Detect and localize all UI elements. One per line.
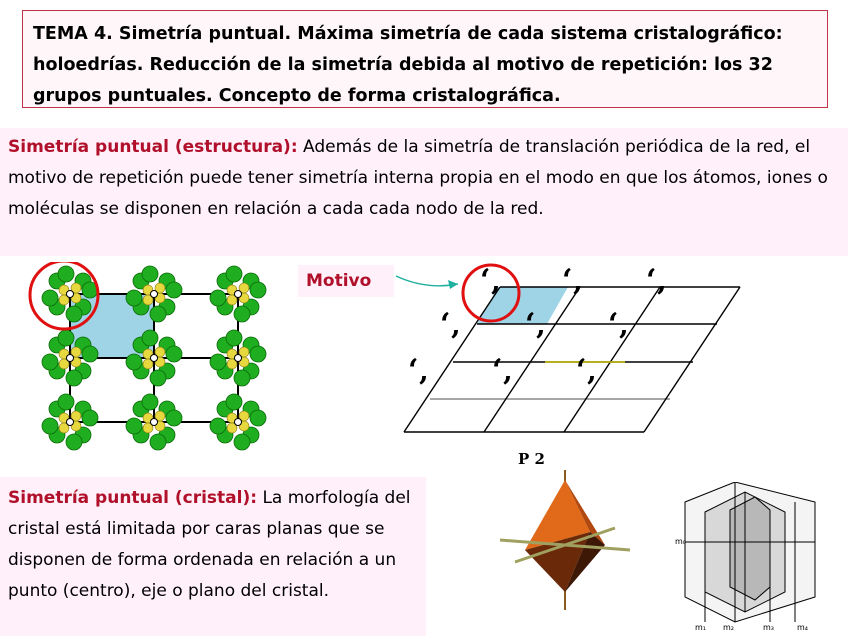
lattice-node	[67, 419, 74, 426]
motif-glyph-open: ‘	[525, 307, 536, 342]
chlorine-atom	[250, 346, 266, 362]
motif-glyph-open: ‘	[408, 353, 419, 388]
chlorine-atom	[66, 370, 82, 386]
motif-glyph-close: ’	[586, 371, 597, 406]
lattice-node	[235, 291, 242, 298]
motif-glyph-close: ’	[618, 325, 629, 360]
title-box	[22, 10, 828, 108]
chlorine-atom	[126, 290, 142, 306]
chlorine-atom	[234, 306, 250, 322]
estructura-text: Además de la simetría de translación periódica de la red, el motivo de repetición puede tener simetría interna propia en el modo en que los átomos, iones o moléculas se disponen en relación a cada cada nodo de la red.	[8, 137, 828, 219]
chlorine-atom	[150, 370, 166, 386]
lattice-figure	[380, 262, 820, 442]
atom-clusters	[42, 266, 266, 450]
chlorine-atom	[42, 418, 58, 434]
chlorine-atom	[42, 354, 58, 370]
chlorine-atom	[250, 282, 266, 298]
chlorine-atom	[166, 346, 182, 362]
lattice-node	[235, 355, 242, 362]
chlorine-atom	[226, 266, 242, 282]
lattice-node	[67, 291, 74, 298]
chlorine-atom	[142, 266, 158, 282]
arrow-head	[448, 280, 458, 289]
motif-glyph-open: ‘	[608, 307, 619, 342]
lattice-node	[151, 419, 158, 426]
chlorine-atom	[142, 394, 158, 410]
m0-label: m₀	[675, 537, 686, 546]
motif-glyph-close: ’	[535, 325, 546, 360]
chlorine-atom	[58, 330, 74, 346]
chlorine-atom	[42, 290, 58, 306]
chlorine-atom	[58, 394, 74, 410]
chlorine-atom	[82, 410, 98, 426]
motif-glyph-open: ‘	[492, 353, 503, 388]
estructura-label: Simetría puntual (estructura):	[8, 137, 298, 157]
motif-glyph-close: ’	[418, 371, 429, 406]
chlorine-atom	[210, 290, 226, 306]
chlorine-atom	[150, 434, 166, 450]
motivo-text: Motivo	[306, 271, 372, 291]
chlorine-atom	[226, 330, 242, 346]
prism-crystal	[675, 482, 825, 632]
title-text: TEMA 4. Simetría puntual. Máxima simetría de cada sistema cristalográfico: holoedrías. Reducción de la simetría debida al motivo de repetición: los 32 grupos puntuales. Concepto de forma cristalográfica.	[33, 24, 783, 106]
m1-label: m₁	[695, 623, 706, 632]
chlorine-atom	[234, 434, 250, 450]
chlorine-atom	[234, 370, 250, 386]
chlorine-atom	[66, 434, 82, 450]
lattice-node	[151, 291, 158, 298]
chlorine-atom	[210, 354, 226, 370]
structure-figure	[20, 262, 290, 462]
cristal-label: Simetría puntual (cristal):	[8, 488, 258, 508]
motif-glyph-close: ’	[490, 281, 501, 316]
m2-label: m₂	[723, 623, 734, 632]
chlorine-atom	[166, 410, 182, 426]
lattice-motifs	[408, 263, 666, 406]
chlorine-atom	[82, 346, 98, 362]
cristal-section	[0, 477, 426, 636]
chlorine-atom	[126, 354, 142, 370]
m4-label: m₄	[797, 623, 808, 632]
chlorine-atom	[210, 418, 226, 434]
chlorine-atom	[150, 306, 166, 322]
chlorine-atom	[226, 394, 242, 410]
motif-glyph-close: ’	[502, 371, 513, 406]
motif-glyph-close: ’	[656, 281, 667, 316]
motif-glyph-open: ‘	[440, 307, 451, 342]
cristal-text: La morfología del cristal está limitada por caras planas que se disponen de forma ordenada en relación a un punto (centro), eje o plano del cristal.	[8, 488, 411, 601]
lattice-node	[151, 355, 158, 362]
motif-glyph-close: ’	[572, 281, 583, 316]
m3-label: m₃	[763, 623, 774, 632]
octahedron-crystal	[495, 470, 635, 630]
lattice-node	[67, 355, 74, 362]
motif-glyph-open: ‘	[646, 263, 657, 298]
chlorine-atom	[126, 418, 142, 434]
estructura-section	[0, 128, 848, 256]
p2-label	[518, 450, 545, 468]
motif-glyph-open: ‘	[480, 263, 491, 298]
chlorine-atom	[66, 306, 82, 322]
chlorine-atom	[142, 330, 158, 346]
motif-glyph-open: ‘	[562, 263, 573, 298]
chlorine-atom	[166, 282, 182, 298]
lattice-node	[235, 419, 242, 426]
chlorine-atom	[58, 266, 74, 282]
motif-glyph-close: ’	[450, 325, 461, 360]
motif-glyph-open: ‘	[576, 353, 587, 388]
p2-text: P 2	[518, 450, 545, 468]
chlorine-atom	[250, 410, 266, 426]
